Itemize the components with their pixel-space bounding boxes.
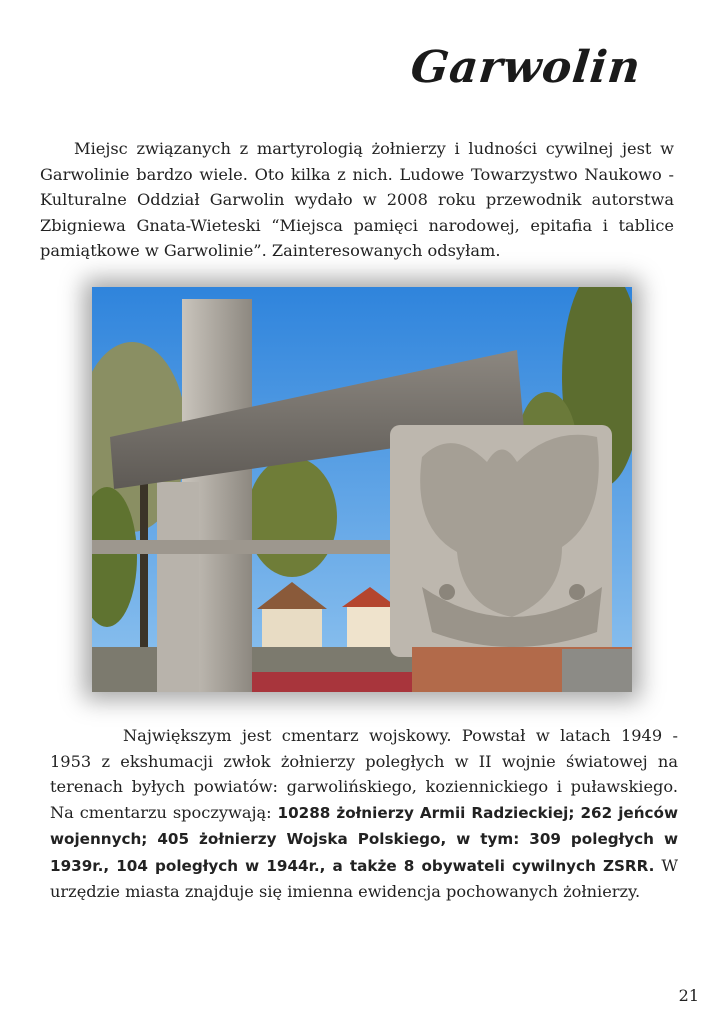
cemetery-burial-counts: 10288 żołnierzy Armii Radzieckiej; 262 jeńców wojennych; 405 żołnierzy Wojska Polskiego, w tym: 309 poległych w 1939r., 104 poległych w 1944r., a także 8 obywateli cywilnych ZSRR. <box>50 803 678 875</box>
cemetery-intro: Największym jest cmentarz wojskowy. Powstał w latach 1949 - 1953 z ekshumacji zwłok żołnierzy poległych w II wojnie światowej na terenach byłych powiatów: garwolińskiego, koziennickiego i puławskiego. Na cmentarzu spoczywają: <box>50 726 678 822</box>
page-title: Garwolin <box>408 42 644 93</box>
cemetery-paragraph <box>50 723 678 905</box>
memorial-photo-illustration <box>92 287 632 692</box>
cemetery-outro: W urzędzie miasta znajduje się imienna ewidencja pochowanych żołnierzy. <box>50 855 678 901</box>
memorial-photo <box>92 287 632 692</box>
page-number: 21 <box>678 986 699 1005</box>
intro-paragraph: Miejsc związanych z martyrologią żołnierzy i ludności cywilnej jest w Garwolinie bardzo wiele. Oto kilka z nich. Ludowe Towarzystwo Naukowo - Kulturalne Oddział Garwolin wydało w 2008 roku przewodnik autorstwa Zbigniewa Gnata-Wieteski “Miejsca pamięci narodowej, epitafia i tablice pamiątkowe w Garwolinie”. Zainteresowanych odsyłam. <box>40 139 674 260</box>
